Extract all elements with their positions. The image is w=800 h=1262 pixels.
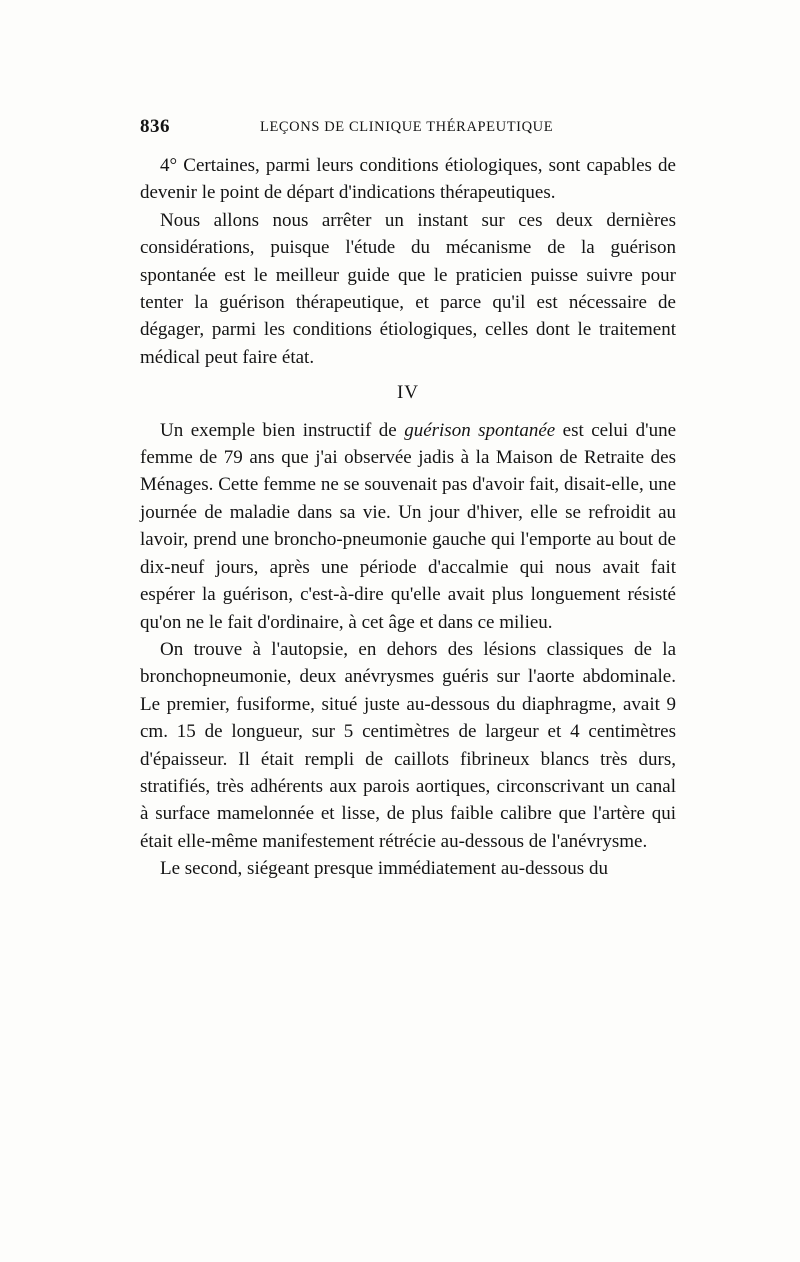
running-title: LEÇONS DE CLINIQUE THÉRAPEUTIQUE bbox=[260, 119, 554, 135]
body-text bbox=[140, 152, 676, 883]
paragraph-example-start: Un exemple bien instructif de bbox=[160, 419, 405, 441]
italic-term: guérison spontanée bbox=[404, 419, 556, 441]
page-header bbox=[140, 116, 680, 140]
section-heading: IV bbox=[396, 382, 420, 404]
page-number: 836 bbox=[140, 116, 170, 137]
paragraph-considerations: Nous allons nous arrêter un instant sur ces deux dernières considérations, puisque l'étude du mécanisme de la guérison spontanée est le meilleur guide que le praticien puisse suivre pour tenter la guérison thérapeutique, et parce qu'il est nécessaire de dégager, parmi les conditions étiologiques, celles dont le traitement médical peut faire état. bbox=[140, 209, 676, 368]
paragraph-example bbox=[140, 417, 676, 636]
paragraph-autopsy: On trouve à l'autopsie, en dehors des lésions classiques de la bronchopneumonie, deux anévrysmes guéris sur l'aorte abdominale. Le premier, fusiforme, situé juste au-dessous du diaphragme, avait 9 cm. 15 de longueur, sur 5 centimètres de largeur et 4 centimètres d'épaisseur. Il était rempli de caillots fibrineux blancs très durs, stratifiés, très adhérents aux parois aortiques, circonscrivant un canal à surface mamelonnée et lisse, de plus faible calibre que l'artère qui était elle-même manifestement rétrécie au-dessous de l'anévrysme. bbox=[140, 638, 676, 852]
paragraph-example-rest: est celui d'une femme de 79 ans que j'ai observée jadis à la Maison de Retraite des Ménages. Cette femme ne se souvenait pas d'avoir fait, disait-elle, une journée de maladie dans sa vie. Un jour d'hiver, elle se refroidit au lavoir, prend une broncho-pneumonie gauche qui l'emporte au bout de dix-neuf jours, après une période d'accalmie qui nous avait fait espérer la guérison, c'est-à-dire qu'elle avait plus longuement résisté qu'on ne le fait d'ordinaire, à cet âge et dans ce milieu. bbox=[140, 419, 677, 633]
paragraph-item-4: 4° Certaines, parmi leurs conditions étiologiques, sont capables de devenir le point de départ d'indications thérapeutiques. bbox=[140, 155, 676, 204]
paragraph-second-aneurysm: Le second, siégeant presque immédiatement au-dessous du bbox=[160, 858, 608, 880]
